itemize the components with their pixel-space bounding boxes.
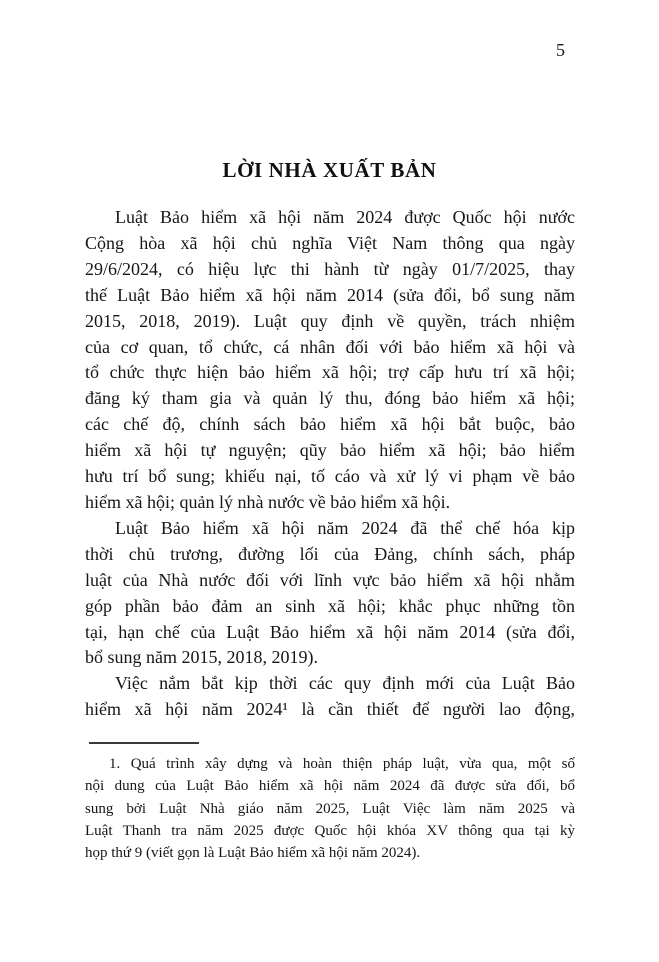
text-line: Cộng hòa xã hội chủ nghĩa Việt Nam thông qua ngày [85,232,575,253]
body-paragraph-3 [85,671,575,723]
body-paragraph-2 [85,516,575,671]
page-number: 5 [556,40,565,60]
text-line: thời chủ trương, đường lối của Đảng, chính sách, pháp [85,543,575,564]
text-line: Luật Bảo hiểm xã hội năm 2024 đã thể chế hóa kịp [115,517,575,538]
body-paragraph-1 [85,205,575,516]
body-text [85,205,575,723]
text-line: của cơ quan, tổ chức, cá nhân đối với bảo hiểm xã hội và [85,336,575,357]
text-line: hiểm xã hội; quản lý nhà nước về bảo hiểm xã hội. [85,491,451,512]
text-line: hưu trí bổ sung; khiếu nại, tố cáo và xử lý vi phạm về bảo [85,466,575,487]
text-line: bổ sung năm 2015, 2018, 2019). [85,647,318,668]
text-line: sung bởi Luật Nhà giáo năm 2025, Luật Việc làm năm 2025 và [85,800,575,817]
text-line: họp thứ 9 (viết gọn là Luật Bảo hiểm xã hội năm 2024). [85,845,421,862]
text-line: góp phần bảo đảm an sinh xã hội; khắc phục những tồn [85,595,575,616]
text-line: tổ chức thực hiện bảo hiểm xã hội; trợ cấp hưu trí xã hội; [85,362,575,383]
text-line: tại, hạn chế của Luật Bảo hiểm xã hội năm 2014 (sửa đổi, [85,621,575,642]
text-line: Luật Thanh tra năm 2025 được Quốc hội khóa XV thông qua tại kỳ [85,822,575,839]
text-line: luật của Nhà nước đối với lĩnh vực bảo hiểm xã hội nhằm [85,569,575,590]
text-line: hiểm xã hội tự nguyện; qũy bảo hiểm xã hội; bảo hiểm [85,440,575,461]
text-line: nội dung của Luật Bảo hiểm xã hội năm 2024 đã được sửa đổi, bổ [85,778,575,795]
footnote [85,753,575,864]
text-line: 1. Quá trình xây dựng và hoàn thiện pháp luật, vừa qua, một số [109,756,575,772]
text-line: 29/6/2024, có hiệu lực thi hành từ ngày 01/7/2025, thay [85,258,575,279]
text-line: các chế độ, chính sách bảo hiểm xã hội bắt buộc, bảo [85,414,575,435]
text-line: 2015, 2018, 2019). Luật quy định về quyền, trách nhiệm [85,310,575,331]
page-title: LỜI NHÀ XUẤT BẢN [222,158,437,183]
text-line: thế Luật Bảo hiểm xã hội năm 2014 (sửa đổi, bổ sung năm [85,284,575,305]
text-line: Luật Bảo hiểm xã hội năm 2024 được Quốc hội nước [115,207,575,227]
footnote-divider [89,742,199,744]
text-line: hiểm xã hội năm 2024¹ là cần thiết để người lao động, [85,699,575,720]
text-line: Việc nắm bắt kịp thời các quy định mới của Luật Bảo [115,673,575,694]
text-line: đăng ký tham gia và quản lý thu, đóng bảo hiểm xã hội; [85,388,575,409]
